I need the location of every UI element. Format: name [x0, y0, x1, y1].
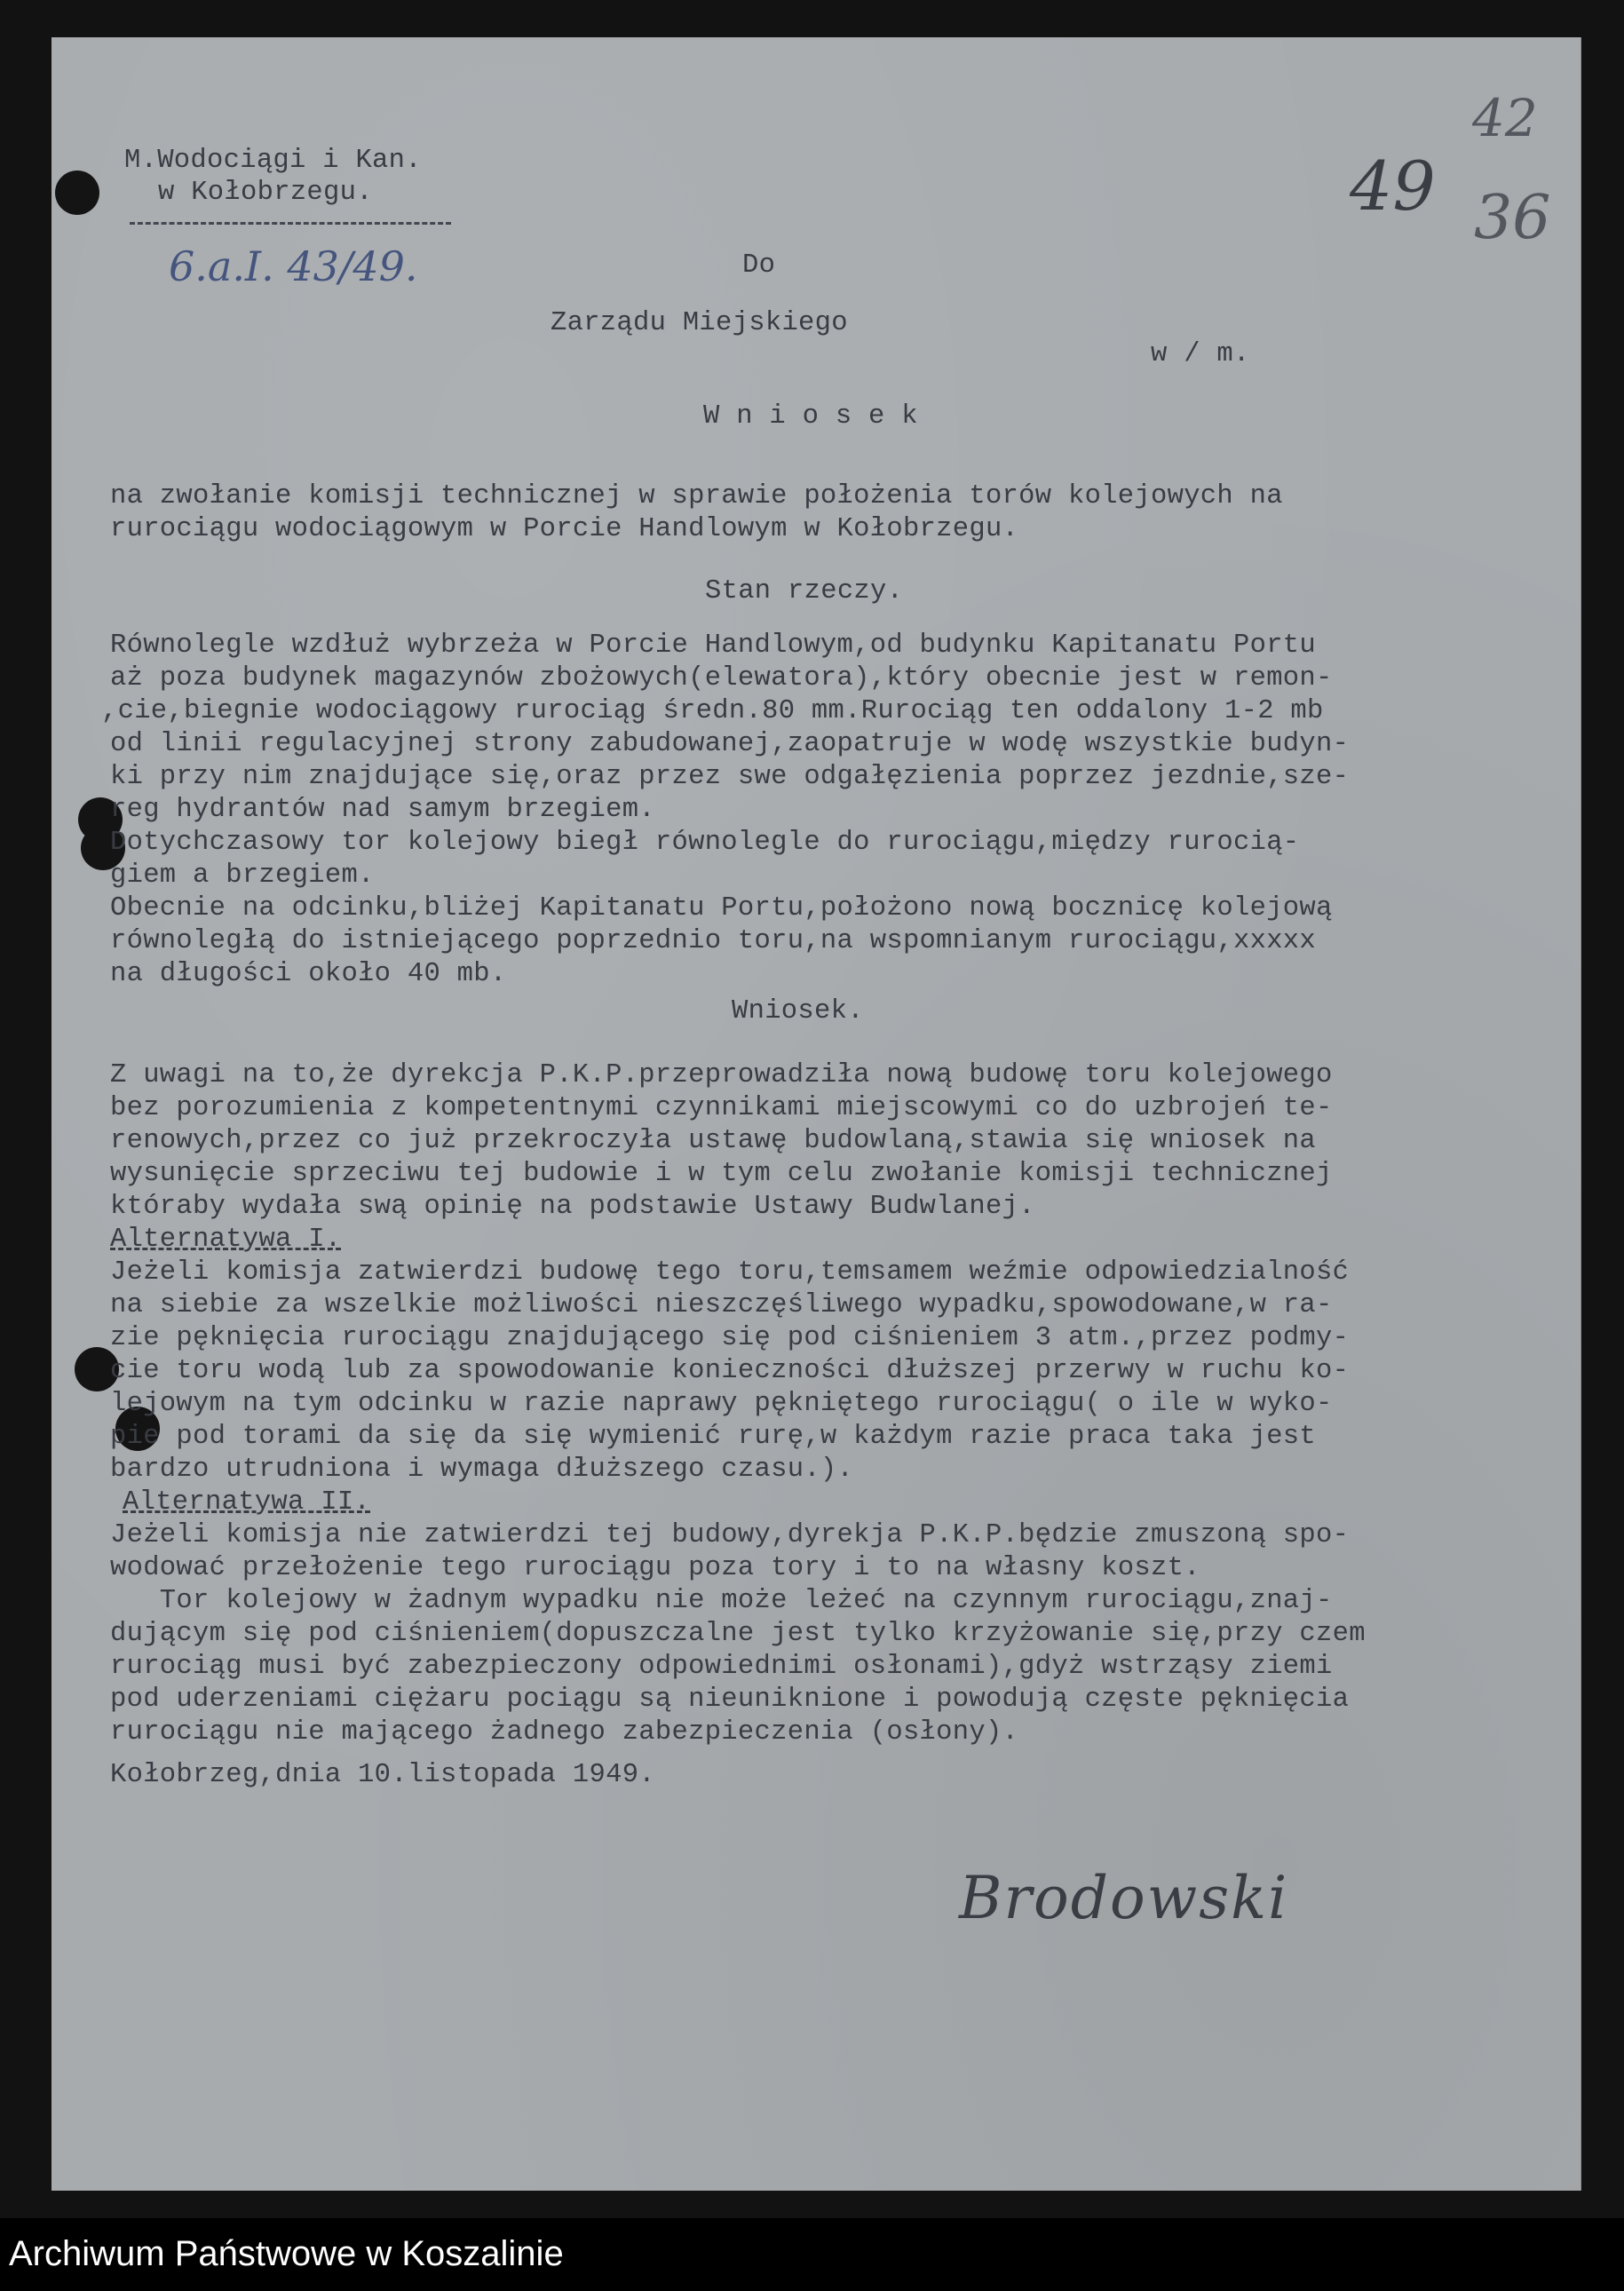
- body-line: Równolegle wzdłuż wybrzeża w Porcie Handlowym,od budynku Kapitanatu Portu: [110, 630, 1317, 661]
- body-line: rurociąg musi być zabezpieczony odpowiednimi osłonami),gdyż wstrząsy ziemi: [110, 1652, 1333, 1682]
- body-line: rurociągu nie mającego żadnego zabezpieczenia (osłony).: [110, 1717, 1019, 1748]
- body-line: zie pęknięcia rurociągu znajdującego się pod ciśnieniem 3 atm.,przez podmy-: [110, 1323, 1350, 1353]
- date-line: Kołobrzeg,dnia 10.listopada 1949.: [110, 1760, 655, 1790]
- addressee-place: w / m.: [1151, 339, 1250, 369]
- alternative-1-label: Alternatywa I.: [110, 1225, 342, 1255]
- subject-line: rurociągu wodociągowym w Porcie Handlowym w Kołobrzegu.: [110, 514, 1019, 544]
- body-line: któraby wydała swą opinię na podstawie Ustawy Budwlanej.: [110, 1192, 1035, 1222]
- sender-line-1: M.Wodociągi i Kan.: [124, 146, 422, 176]
- subject-line: na zwołanie komisji technicznej w sprawie położenia torów kolejowych na: [110, 481, 1283, 511]
- page-number-old: 36: [1474, 183, 1551, 253]
- body-line: Tor kolejowy w żadnym wypadku nie może leżeć na czynnym rurociągu,znaj-: [110, 1586, 1333, 1616]
- page-number-secondary: 42: [1472, 88, 1538, 148]
- page-number-main: 49: [1350, 147, 1436, 226]
- document-title: W n i o s e k: [703, 401, 918, 432]
- reference-number: 6.a.I. 43/49.: [169, 242, 418, 290]
- section-heading-wniosek: Wniosek.: [732, 996, 864, 1027]
- body-line: bez porozumienia z kompetentnymi czynnikami miejscowymi co do uzbrojeń te-: [110, 1093, 1333, 1123]
- body-line: pie pod torami da się da się wymienić rurę,w każdym razie praca taka jest: [110, 1422, 1317, 1452]
- body-line: cie toru wodą lub za spowodowanie konieczności dłuższej przerwy w ruchu ko-: [110, 1356, 1350, 1386]
- body-line: giem a brzegiem.: [110, 860, 375, 891]
- sender-line-2: w Kołobrzegu.: [158, 178, 373, 208]
- archive-footer: [0, 2218, 1624, 2291]
- body-line: ,cie,biegnie wodociągowy rurociąg średn.80 mm.Rurociąg ten oddalony 1-2 mb: [101, 696, 1324, 726]
- body-line: wysunięcie sprzeciwu tej budowie i w tym celu zwołanie komisji technicznej: [110, 1159, 1333, 1189]
- body-line: aż poza budynek magazynów zbożowych(elewatora),który obecnie jest w remon-: [110, 663, 1333, 694]
- body-line: od linii regulacyjnej strony zabudowanej,zaopatruje w wodę wszystkie budyn-: [110, 729, 1350, 759]
- body-line: Z uwagi na to,że dyrekcja P.K.P.przeprowadziła nową budowę toru kolejowego: [110, 1060, 1333, 1090]
- body-line: renowych,przez co już przekroczyła ustawę budowlaną,stawia się wniosek na: [110, 1126, 1317, 1156]
- document-sheet: [51, 37, 1581, 2191]
- body-line: pod uderzeniami ciężaru pociągu są nieuniknione i powodują częste pęknięcia: [110, 1685, 1350, 1715]
- body-line: na długości około 40 mb.: [110, 959, 507, 989]
- body-line: Jeżeli komisja zatwierdzi budowę tego toru,temsamem weźmie odpowiedzialność: [110, 1257, 1350, 1288]
- addressee-name: Zarządu Miejskiego: [551, 308, 848, 338]
- body-line: wodować przełożenie tego rurociągu poza tory i to na własny koszt.: [110, 1553, 1200, 1583]
- body-line: Obecnie na odcinku,bliżej Kapitanatu Portu,położono nową bocznicę kolejową: [110, 893, 1333, 924]
- punch-hole: [55, 170, 99, 215]
- body-line: reg hydrantów nad samym brzegiem.: [110, 795, 655, 825]
- body-line: równoległą do istniejącego poprzednio toru,na wspomnianym rurociągu,xxxxx: [110, 926, 1317, 956]
- sender-underline: [130, 222, 451, 225]
- body-line: na siebie za wszelkie możliwości nieszczęśliwego wypadku,spowodowane,w ra-: [110, 1290, 1333, 1320]
- addressee-do: Do: [742, 250, 776, 281]
- signature: Brodowski: [959, 1864, 1289, 1932]
- body-line: ki przy nim znajdujące się,oraz przez swe odgałęzienia poprzez jezdnie,sze-: [110, 762, 1350, 792]
- body-line: Jeżeli komisja nie zatwierdzi tej budowy,dyrekja P.K.P.będzie zmuszoną spo-: [110, 1520, 1350, 1550]
- body-line: Dotychczasowy tor kolejowy biegł równolegle do rurociągu,między rurocią-: [110, 828, 1300, 858]
- archive-name: Archiwum Państwowe w Koszalinie: [9, 2234, 564, 2273]
- body-line: bardzo utrudniona i wymaga dłuższego czasu.).: [110, 1455, 854, 1485]
- section-heading-stan-rzeczy: Stan rzeczy.: [705, 576, 904, 606]
- body-line: dującym się pod ciśnieniem(dopuszczalne jest tylko krzyżowanie się,przy czem: [110, 1619, 1366, 1649]
- alternative-2-label: Alternatywa II.: [123, 1487, 371, 1518]
- body-line: lejowym na tym odcinku w razie naprawy pękniętego rurociągu( o ile w wyko-: [110, 1389, 1333, 1419]
